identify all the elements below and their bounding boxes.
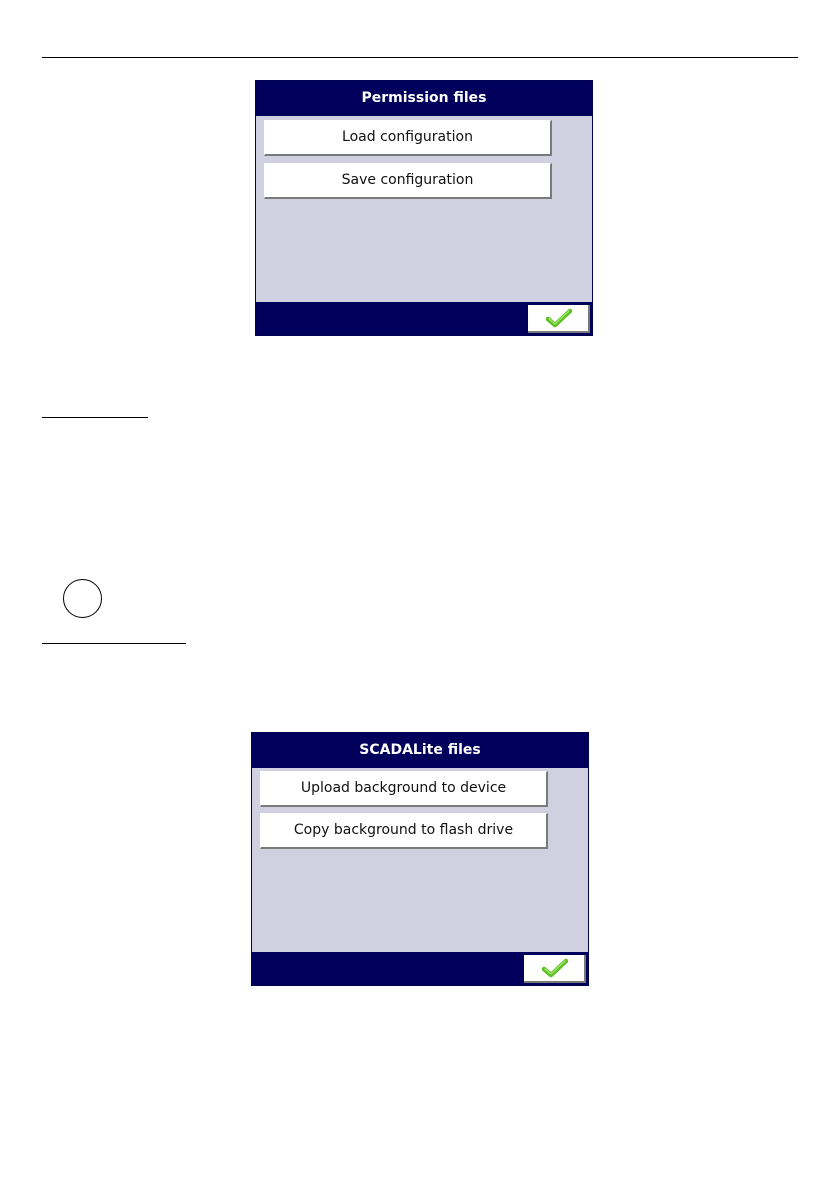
checkmark-icon bbox=[546, 308, 572, 328]
page-header-rule bbox=[42, 57, 798, 58]
screen-title: SCADALite files bbox=[252, 733, 588, 768]
scadalite-files-screen bbox=[251, 732, 589, 986]
upload-background-button[interactable]: Upload background to device bbox=[260, 771, 548, 807]
copy-background-button[interactable]: Copy background to flash drive bbox=[260, 813, 548, 849]
section-heading-underline bbox=[42, 417, 148, 418]
section-heading-underline bbox=[42, 643, 186, 644]
confirm-button[interactable] bbox=[528, 305, 590, 333]
circle-marker bbox=[63, 579, 102, 618]
save-configuration-button[interactable]: Save configuration bbox=[264, 163, 552, 199]
screen-footer bbox=[252, 952, 588, 985]
checkmark-icon bbox=[542, 958, 568, 978]
confirm-button[interactable] bbox=[524, 955, 586, 983]
permission-files-screen bbox=[255, 80, 593, 336]
screen-footer bbox=[256, 302, 592, 335]
screen-title: Permission files bbox=[256, 81, 592, 116]
load-configuration-button[interactable]: Load configuration bbox=[264, 120, 552, 156]
